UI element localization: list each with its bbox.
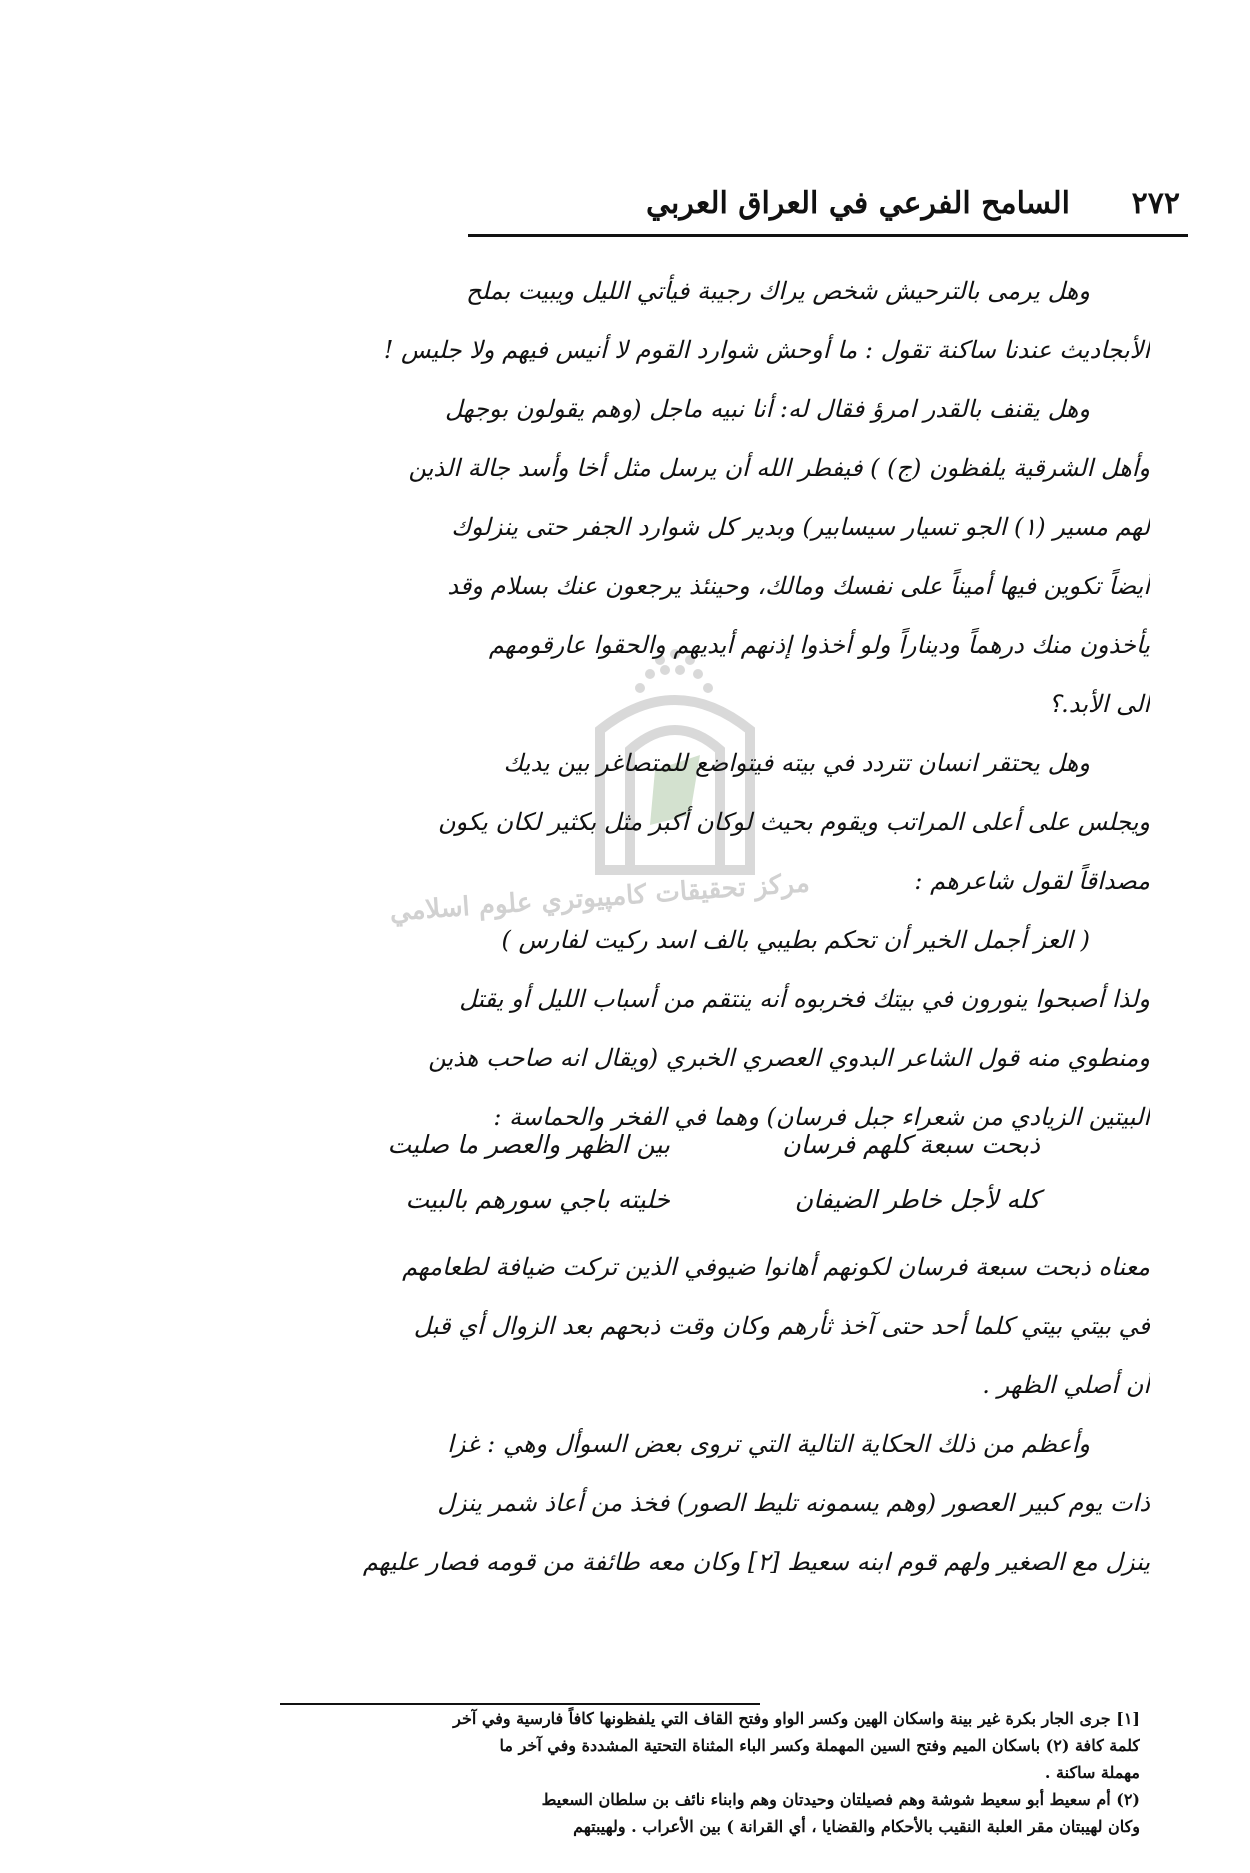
verse-2-first-hemistich: كله لأجل خاطر الضيفان: [794, 1185, 1040, 1214]
verse-2-second-hemistich: خليته باجي سورهم بالبيت: [405, 1185, 670, 1214]
body-line: أيضاً تكوين فيها أميناً على نفسك ومالك، وحينئذ يرجعون عنك بسلام وقد: [447, 572, 1150, 600]
verse-1-first-hemistich: ذبحت سبعة كلهم فرسان: [782, 1130, 1040, 1159]
page-header: [460, 186, 1180, 226]
body-line: الى الأبد.؟: [1048, 690, 1150, 718]
body-line: وأعظم من ذلك الحكاية التالية التي تروى بعض السوأل وهي : غزا: [447, 1430, 1090, 1458]
page-number: ٢٧٢: [1131, 186, 1180, 221]
body-line: وأهل الشرقية يلفظون (ج) ) فيفطر الله أن يرسل مثل أخا وأسد جالة الذين: [408, 454, 1150, 482]
body-line: في بيتي بيتي كلما أحد حتى آخذ ثأرهم وكان وقت ذبحهم بعد الزوال أي قبل: [413, 1312, 1150, 1340]
body-line: الأبجاديث عندنا ساكنة تقول : ما أوحش شوارد القوم لا أنيس فيهم ولا جليس !: [383, 336, 1150, 364]
body-line: مصداقاً لقول شاعرهم :: [914, 867, 1150, 895]
body-line: وهل يحتقر انسان تتردد في بيته فيتواضع للمتصاغر بين يديك: [503, 749, 1090, 777]
body-line: ذات يوم كبير العصور (وهم يسمونه تليط الصور) فخذ من أعاذ شمر ينزل: [437, 1489, 1150, 1517]
body-line: ولذا أصبحوا ينورون في بيتك فخربوه أنه ينتقم من أسباب الليل أو يقتل: [459, 985, 1150, 1013]
running-title: السامح الفرعي في العراق العربي: [645, 186, 1070, 221]
watermark-text: مركز تحقيقات كامپيوتري علوم اسلامي: [388, 868, 811, 928]
body-line: البيتين الزيادي من شعراء جبل فرسان) وهما في الفخر والحماسة :: [493, 1103, 1150, 1131]
body-line: وهل يرمى بالترحيش شخص يراك رجيبة فيأتي الليل ويبيت بملح: [466, 277, 1090, 305]
footnote-line: وكان لهيبتان مقر العلبة النقيب بالأحكام والقضايا ، أي القرانة ) بين الأعراب . ولهيبتهم: [573, 1817, 1140, 1836]
body-line: معناه ذبحت سبعة فرسان لكونهم أهانوا ضيوفي الذين تركت ضيافة لطعامهم: [402, 1253, 1150, 1281]
body-line: ( العز أجمل الخير أن تحكم بطيبي بالف اسد ركيت لفارس ): [501, 926, 1090, 954]
body-line: وهل يقنف بالقدر امرؤ فقال له: أنا نبيه ماجل (وهم يقولون بوجهل: [444, 395, 1090, 423]
header-rule: [468, 234, 1188, 237]
footnote-line: مهملة ساكنة .: [1044, 1763, 1140, 1782]
body-text-block-2: [240, 1238, 1150, 1592]
body-line: ومنطوي منه قول الشاعر البدوي العصري الخبري (ويقال انه صاحب هذين: [428, 1044, 1150, 1072]
body-line: لهم مسير (١) الجو تسيار سيسابير) وبدير كل شوارد الجفر حتى ينزلوك: [451, 513, 1150, 541]
body-line: ينزل مع الصغير ولهم قوم ابنه سعيط [٢] وكان معه طائفة من قومه فصار عليهم: [362, 1548, 1150, 1576]
body-line: ويجلس على أعلى المراتب ويقوم بحيث لوكان أكبر مثل بكثير لكان يكون: [437, 808, 1150, 836]
body-line: يأخذون منك درهماً وديناراً ولو أخذوا إذنهم أيديهم والحقوا عارقومهم: [488, 631, 1150, 659]
footnotes: [240, 1705, 1140, 1840]
footnote-line: (٢) أم سعيط أبو سعيط شوشة وهم فصيلتان وحيدتان وهم وابناء نائف بن سلطان السعيط: [541, 1790, 1140, 1809]
body-text-block-1: [240, 262, 1150, 1147]
footnote-line: [١] جرى الجار بكرة غير بينة واسكان الهين وكسر الواو وفتح القاف التي يلفظونها كافاً فارسية وفي آخر: [453, 1709, 1140, 1728]
verse-1-second-hemistich: بين الظهر والعصر ما صليت: [387, 1130, 670, 1159]
footnote-line: كلمة كافة (٢) باسكان الميم وفتح السين المهملة وكسر الباء المثناة التحتية المشددة وفي آخر ما: [499, 1736, 1140, 1755]
body-line: أن أصلي الظهر .: [982, 1371, 1150, 1399]
